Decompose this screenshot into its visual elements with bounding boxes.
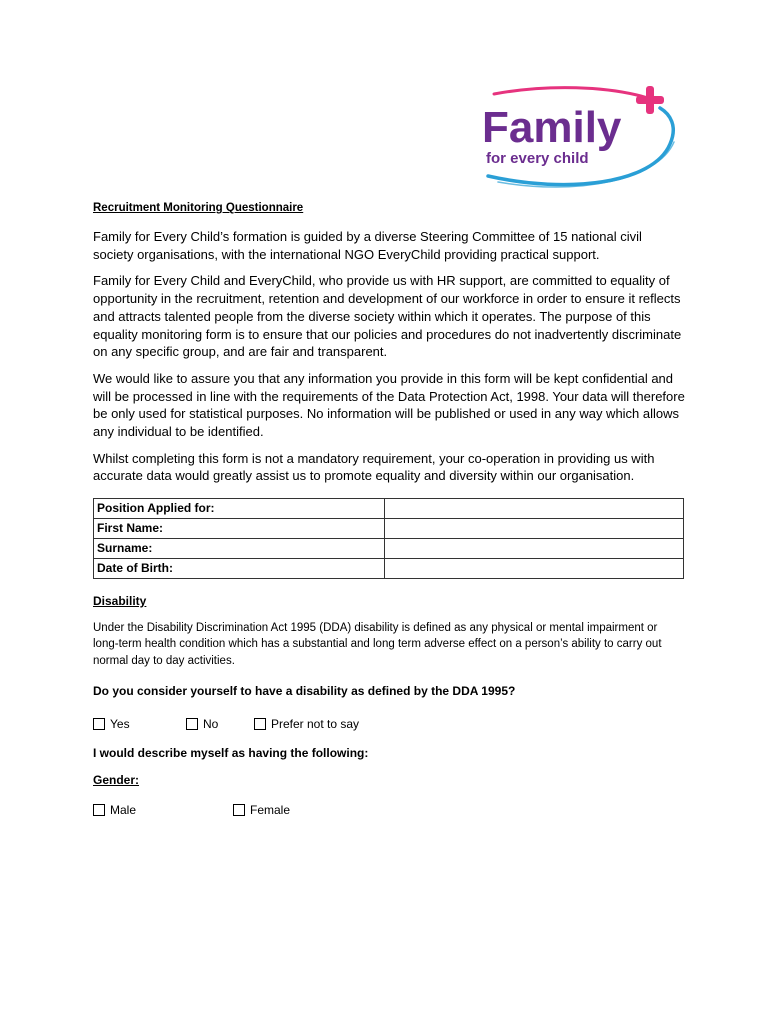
table-row [94, 499, 684, 519]
male-checkbox[interactable] [93, 804, 105, 816]
gender-option-male[interactable] [93, 803, 233, 817]
logo-swoosh-pink [494, 88, 648, 98]
position-field[interactable] [385, 499, 684, 519]
describe-yourself-label: I would describe myself as having the following: [93, 746, 369, 761]
disability-question: Do you consider yourself to have a disability as defined by the DDA 1995? [93, 684, 516, 699]
gender-option-female[interactable] [233, 803, 290, 817]
disability-option-prefer-not[interactable] [254, 717, 359, 731]
gender-options [93, 802, 685, 818]
intro-paragraph-4: Whilst completing this form is not a mandatory requirement, your co-operation in providing us with accurate data would greatly assist us to promote equality and diversity within our organisation. [93, 450, 655, 484]
intro-paragraph-1: Family for Every Child’s formation is guided by a diverse Steering Committee of 15 national civil society organisations, with the international NGO EveryChild providing practical support. [93, 229, 642, 262]
disability-option-yes[interactable] [93, 717, 186, 731]
logo-tagline-text: for every child [486, 150, 589, 167]
family-for-every-child-logo [478, 84, 682, 192]
gender-heading: Gender: [93, 773, 140, 788]
date-of-birth-field[interactable] [385, 559, 684, 579]
no-checkbox[interactable] [186, 718, 198, 730]
date-of-birth-label: Date of Birth: [94, 559, 385, 579]
intro-paragraph-2: Family for Every Child and EveryChild, who provide us with HR support, are committed to equality of opportunity in the recruitment, retention and development of our workforce in order to ensure it reflects and attracts talented people from the diverse society within which it operates. The purpose of this equality monitoring form is to ensure that our policies and procedures do not inadvertently discriminate on any specific group, and are fair and transparent. [93, 273, 682, 360]
female-label: Female [250, 803, 291, 818]
disability-options [93, 716, 685, 732]
prefer-not-label: Prefer not to say [271, 717, 360, 732]
logo-brand-text: Family [482, 103, 622, 152]
surname-field[interactable] [385, 539, 684, 559]
disability-heading: Disability [93, 594, 147, 609]
applicant-details-table [93, 498, 684, 579]
disability-option-no[interactable] [186, 717, 254, 731]
questionnaire-body [93, 201, 685, 832]
surname-label: Surname: [94, 539, 385, 559]
document-title: Recruitment Monitoring Questionnaire [93, 202, 304, 214]
disability-definition: Under the Disability Discrimination Act 1995 (DDA) disability is defined as any physical or mental impairment or long-term health condition which has a substantial and long term adverse effect on a person’s ability to carry out normal day to day activities. [93, 622, 662, 667]
prefer-not-checkbox[interactable] [254, 718, 266, 730]
first-name-label: First Name: [94, 519, 385, 539]
no-label: No [203, 717, 219, 732]
table-row [94, 519, 684, 539]
table-row [94, 559, 684, 579]
position-label: Position Applied for: [94, 499, 385, 519]
female-checkbox[interactable] [233, 804, 245, 816]
intro-paragraph-3: We would like to assure you that any information you provide in this form will be kept confidential and will be processed in line with the requirements of the Data Protection Act, 1998. Your data will therefore be only used for statistical purposes. No information will be published or used in any way which allows any individual to be identified. [93, 370, 685, 440]
yes-checkbox[interactable] [93, 718, 105, 730]
yes-label: Yes [110, 717, 130, 732]
first-name-field[interactable] [385, 519, 684, 539]
male-label: Male [110, 803, 137, 818]
table-row [94, 539, 684, 559]
